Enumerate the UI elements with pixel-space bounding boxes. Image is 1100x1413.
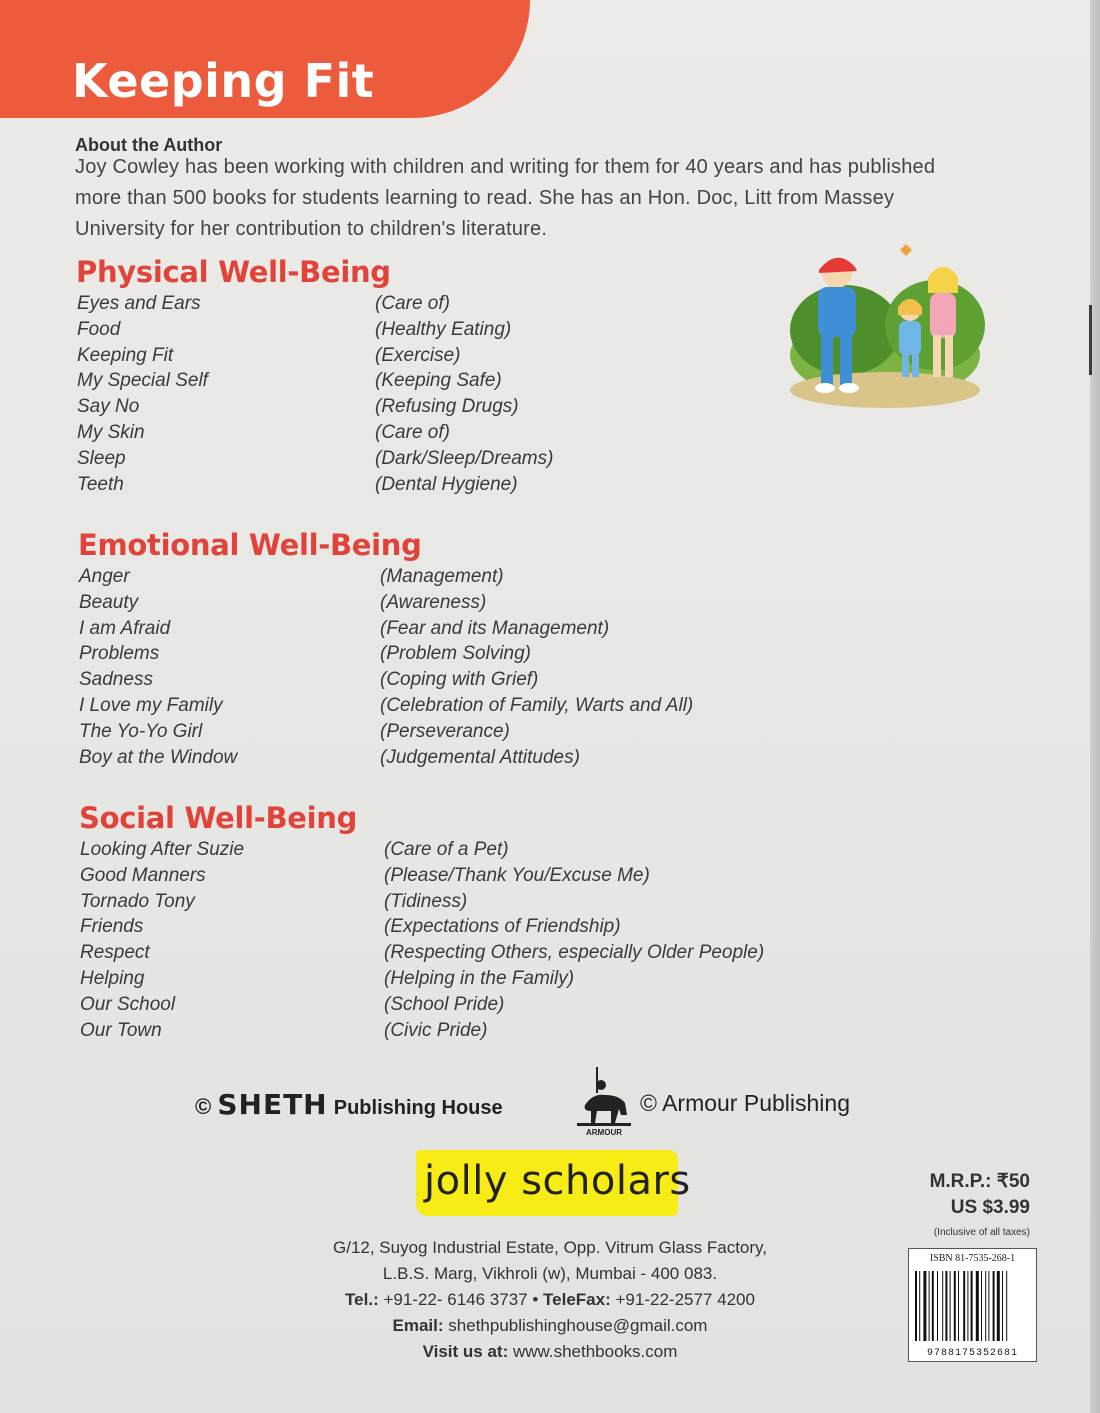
book-title: Keeping Fit xyxy=(72,54,375,108)
barcode-bar xyxy=(945,1271,947,1341)
barcode-bar xyxy=(971,1271,973,1341)
book-title-item: Our School xyxy=(80,993,176,1015)
mrp-price: M.R.P.: ₹50 xyxy=(929,1171,1030,1192)
book-topic-item: (Celebration of Family, Warts and All) xyxy=(380,695,694,716)
book-title-item: Beauty xyxy=(79,591,139,613)
book-topic-item: (Awareness) xyxy=(380,591,487,613)
email-value: shethpublishinghouse@gmail.com xyxy=(448,1316,708,1335)
barcode-bar xyxy=(942,1271,943,1341)
book-topic-item: (Care of a Pet) xyxy=(384,839,509,860)
book-topic-item: (Care of) xyxy=(375,422,450,443)
jolly-scholars-text: jolly scholars xyxy=(424,1158,691,1204)
about-line: University for her contribution to children's literature. xyxy=(75,218,548,240)
armour-logo-text: ARMOUR xyxy=(586,1128,622,1137)
barcode-number: 9788175352681 xyxy=(926,1348,1018,1359)
book-topic-item: (Helping in the Family) xyxy=(384,968,575,989)
book-title-item: Respect xyxy=(80,942,150,964)
book-topic-item: (Dental Hygiene) xyxy=(375,473,518,495)
sheth-publisher xyxy=(195,1088,503,1121)
book-topic-item: (Dark/Sleep/Dreams) xyxy=(375,447,554,469)
book-topic-item: (Healthy Eating) xyxy=(375,318,512,340)
children-illustration xyxy=(785,235,985,410)
jolly-scholars-logo xyxy=(416,1150,691,1216)
book-topic-item: (Problem Solving) xyxy=(380,643,531,665)
barcode-bar xyxy=(967,1271,968,1341)
barcode-bar xyxy=(923,1271,926,1341)
barcode-bar xyxy=(937,1271,938,1341)
book-title-item: My Special Self xyxy=(77,370,208,392)
barcode-bar xyxy=(997,1271,1000,1341)
usd-price: US $3.99 xyxy=(950,1197,1030,1218)
barcode-bar xyxy=(958,1271,959,1341)
website-line xyxy=(250,1342,850,1362)
isbn-text: ISBN 81-7535-268-1 xyxy=(929,1253,1016,1264)
book-title-item: Tornado Tony xyxy=(80,890,195,912)
book-title-item: Food xyxy=(77,318,121,340)
barcode-bar xyxy=(919,1271,920,1341)
book-topic-item: (Judgemental Attitudes) xyxy=(380,746,580,768)
book-title-item: I Love my Family xyxy=(79,695,223,716)
about-line: more than 500 books for students learning to read. She has an Hon. Doc, Litt from Massey xyxy=(75,187,895,209)
barcode-bar xyxy=(981,1271,982,1341)
barcode-bar xyxy=(915,1271,917,1341)
book-topic-item: (Management) xyxy=(380,566,504,587)
barcode-bar xyxy=(963,1271,965,1341)
address-line-1: G/12, Suyog Industrial Estate, Opp. Vitrum Glass Factory, xyxy=(333,1238,767,1257)
web-value: www.shethbooks.com xyxy=(512,1342,678,1361)
book-title-item: Looking After Suzie xyxy=(80,839,245,860)
book-title-item: Problems xyxy=(79,643,160,665)
book-topic-item: (Please/Thank You/Excuse Me) xyxy=(384,864,650,886)
barcode-bar xyxy=(954,1271,956,1341)
book-topic-item: (Fear and its Management) xyxy=(380,617,610,639)
email-line xyxy=(250,1316,850,1336)
book-topic-item: (School Pride) xyxy=(384,993,505,1015)
barcode-bar xyxy=(985,1271,986,1341)
page-edge xyxy=(1090,0,1100,1413)
address-line-2: L.B.S. Marg, Vikhroli (w), Mumbai - 400 083. xyxy=(382,1264,718,1283)
book-topic-item: (Civic Pride) xyxy=(384,1019,488,1041)
sheth-brand: SHETH xyxy=(217,1088,328,1121)
barcode-bar xyxy=(988,1271,989,1341)
book-title-item: I am Afraid xyxy=(79,617,171,639)
book-topic-item: (Perseverance) xyxy=(380,720,510,742)
section-title-social: Social Well-Being xyxy=(79,801,358,835)
book-title-item: Sleep xyxy=(77,447,126,469)
book-topic-item: (Keeping Safe) xyxy=(375,370,502,392)
book-title-item: The Yo-Yo Girl xyxy=(79,720,203,742)
tel-value: +91-22- 6146 3737 xyxy=(383,1290,528,1309)
web-label: Visit us at: xyxy=(422,1342,509,1361)
barcode-bar xyxy=(1002,1271,1003,1341)
book-title-item: Keeping Fit xyxy=(77,344,174,366)
book-title-item: Anger xyxy=(79,566,130,587)
book-title-item: Friends xyxy=(80,916,144,938)
about-text xyxy=(75,152,1025,245)
phone-line xyxy=(250,1290,850,1310)
separator: • xyxy=(532,1290,539,1309)
barcode-bars xyxy=(915,1271,1030,1345)
section-title-physical: Physical Well-Being xyxy=(76,255,391,289)
book-title-item: Eyes and Ears xyxy=(77,293,201,314)
email-label: Email: xyxy=(392,1316,444,1335)
barcode-bar xyxy=(993,1271,995,1341)
book-topic-item: (Respecting Others, especially Older People) xyxy=(384,942,765,964)
book-title-item: Boy at the Window xyxy=(79,746,238,768)
book-topic-item: (Tidiness) xyxy=(384,890,468,912)
tax-note: (Inclusive of all taxes) xyxy=(933,1227,1030,1238)
book-topic-item: (Refusing Drugs) xyxy=(375,396,519,418)
isbn-barcode xyxy=(908,1248,1037,1362)
barcode-bar xyxy=(1006,1271,1007,1341)
about-heading: About the Author xyxy=(75,135,223,155)
barcode-bar xyxy=(950,1271,951,1341)
section-title-emotional: Emotional Well-Being xyxy=(78,528,422,562)
fax-value: +91-22-2577 4200 xyxy=(615,1290,755,1309)
armour-knight-logo xyxy=(575,1065,633,1137)
barcode-bar xyxy=(976,1271,979,1341)
barcode-bar xyxy=(932,1271,934,1341)
book-title-item: Say No xyxy=(77,396,140,418)
tel-label: Tel.: xyxy=(345,1290,379,1309)
barcode-bar xyxy=(929,1271,930,1341)
book-title-item: Sadness xyxy=(79,669,153,691)
book-topic-item: (Expectations of Friendship) xyxy=(384,916,621,938)
book-topic-item: (Care of) xyxy=(375,293,450,314)
book-title-item: Our Town xyxy=(80,1019,162,1041)
fax-label: TeleFax: xyxy=(543,1290,611,1309)
book-topic-item: (Exercise) xyxy=(375,344,461,366)
sheth-rest: Publishing House xyxy=(333,1097,503,1119)
armour-publisher: © Armour Publishing xyxy=(640,1090,850,1116)
book-title-item: Teeth xyxy=(77,473,124,495)
about-line: Joy Cowley has been working with children and writing for them for 40 years and has published xyxy=(75,156,936,178)
book-title-item: Good Manners xyxy=(80,864,206,886)
edge-mark xyxy=(1089,305,1092,375)
book-title-item: My Skin xyxy=(77,422,145,443)
book-title-item: Helping xyxy=(80,968,145,989)
copyright-symbol: © xyxy=(195,1094,212,1119)
book-topic-item: (Coping with Grief) xyxy=(380,669,539,691)
